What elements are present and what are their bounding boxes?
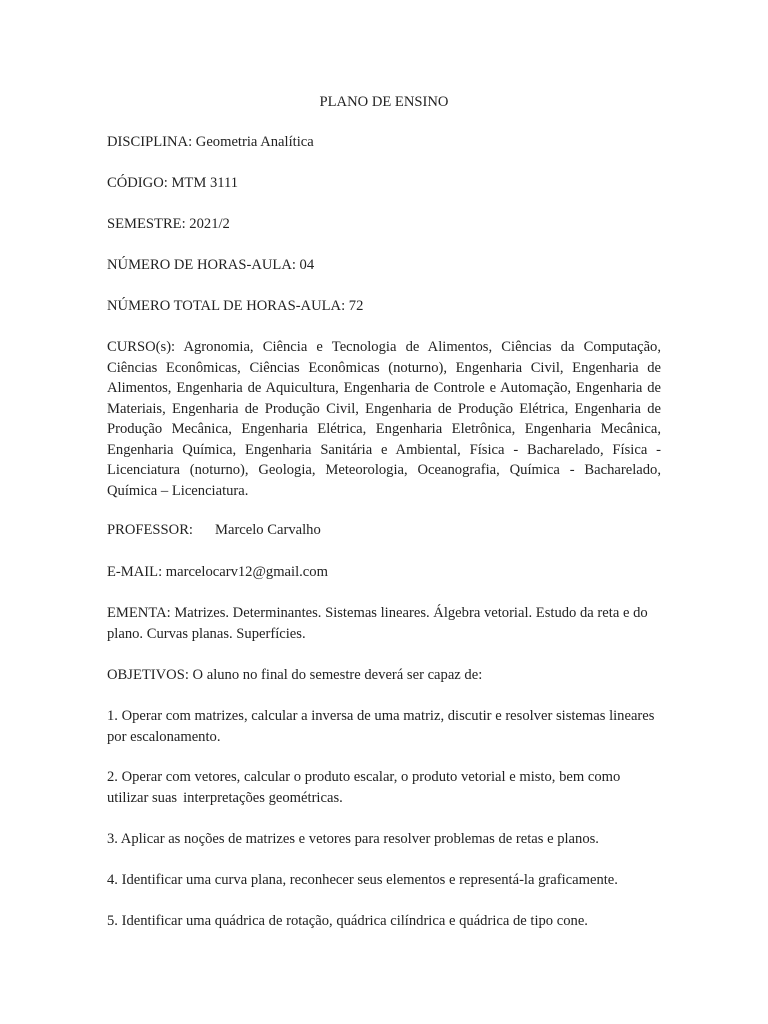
objetivo-1: 1. Operar com matrizes, calcular a inversa de uma matriz, discutir e resolver sistemas lineares por escalonamento. bbox=[107, 708, 655, 745]
objetivo-3: 3. Aplicar as noções de matrizes e vetores para resolver problemas de retas e planos. bbox=[107, 831, 599, 847]
objetivo-2-start: 2. Operar com vetores, calcular o produto escalar, o produto vetorial e misto, bem como utilizar suas bbox=[107, 769, 621, 806]
cursos-paragraph: CURSO(s): Agronomia, Ciência e Tecnologia de Alimentos, Ciências da Computação, Ciências Econômicas, Ciências Econômicas (noturno), Engenharia Civil, Engenharia de Alimentos, Engenharia de Aquicultura, Engenharia de Controle e Automação, Engenharia de Materiais, Engenharia de Produção Civil, Engenharia de Produção Elétrica, Engenharia de Produção Mecânica, Engenharia Elétrica, Engenharia Eletrônica, Engenharia Mecânica, Engenharia Química, Engenharia Sanitária e Ambiental, Física - Bacharelado, Física - Licenciatura (noturno), Geologia, Meteorologia, Oceanografia, Química - Bacharelado, Química – Licenciatura. bbox=[107, 339, 661, 499]
semestre-line: SEMESTRE: 2021/2 bbox=[107, 216, 230, 232]
professor-name: Marcelo Carvalho bbox=[214, 522, 321, 538]
ementa-paragraph: EMENTA: Matrizes. Determinantes. Sistemas lineares. Álgebra vetorial. Estudo da reta e do plano. Curvas planas. Superfícies. bbox=[107, 605, 648, 642]
disciplina-line: DISCIPLINA: Geometria Analítica bbox=[107, 134, 314, 150]
objetivos-line: OBJETIVOS: O aluno no final do semestre deverá ser capaz de: bbox=[107, 667, 483, 683]
codigo-line: CÓDIGO: MTM 3111 bbox=[107, 175, 239, 191]
document-title: PLANO DE ENSINO bbox=[319, 94, 449, 110]
objetivo-2 bbox=[107, 767, 661, 808]
objetivo-4: 4. Identificar uma curva plana, reconhecer seus elementos e representá-la graficamente. bbox=[107, 872, 618, 888]
professor-line bbox=[107, 520, 661, 541]
email-line: E-MAIL: marcelocarv12@gmail.com bbox=[107, 564, 328, 580]
professor-label: PROFESSOR: bbox=[107, 522, 193, 538]
objetivo-5: 5. Identificar uma quádrica de rotação, quádrica cilíndrica e quádrica de tipo cone. bbox=[107, 913, 588, 929]
total-horas-line: NÚMERO TOTAL DE HORAS-AULA: 72 bbox=[107, 298, 364, 314]
objetivo-2-end: interpretações geométricas. bbox=[183, 789, 343, 806]
horas-aula-line: NÚMERO DE HORAS-AULA: 04 bbox=[107, 257, 315, 273]
